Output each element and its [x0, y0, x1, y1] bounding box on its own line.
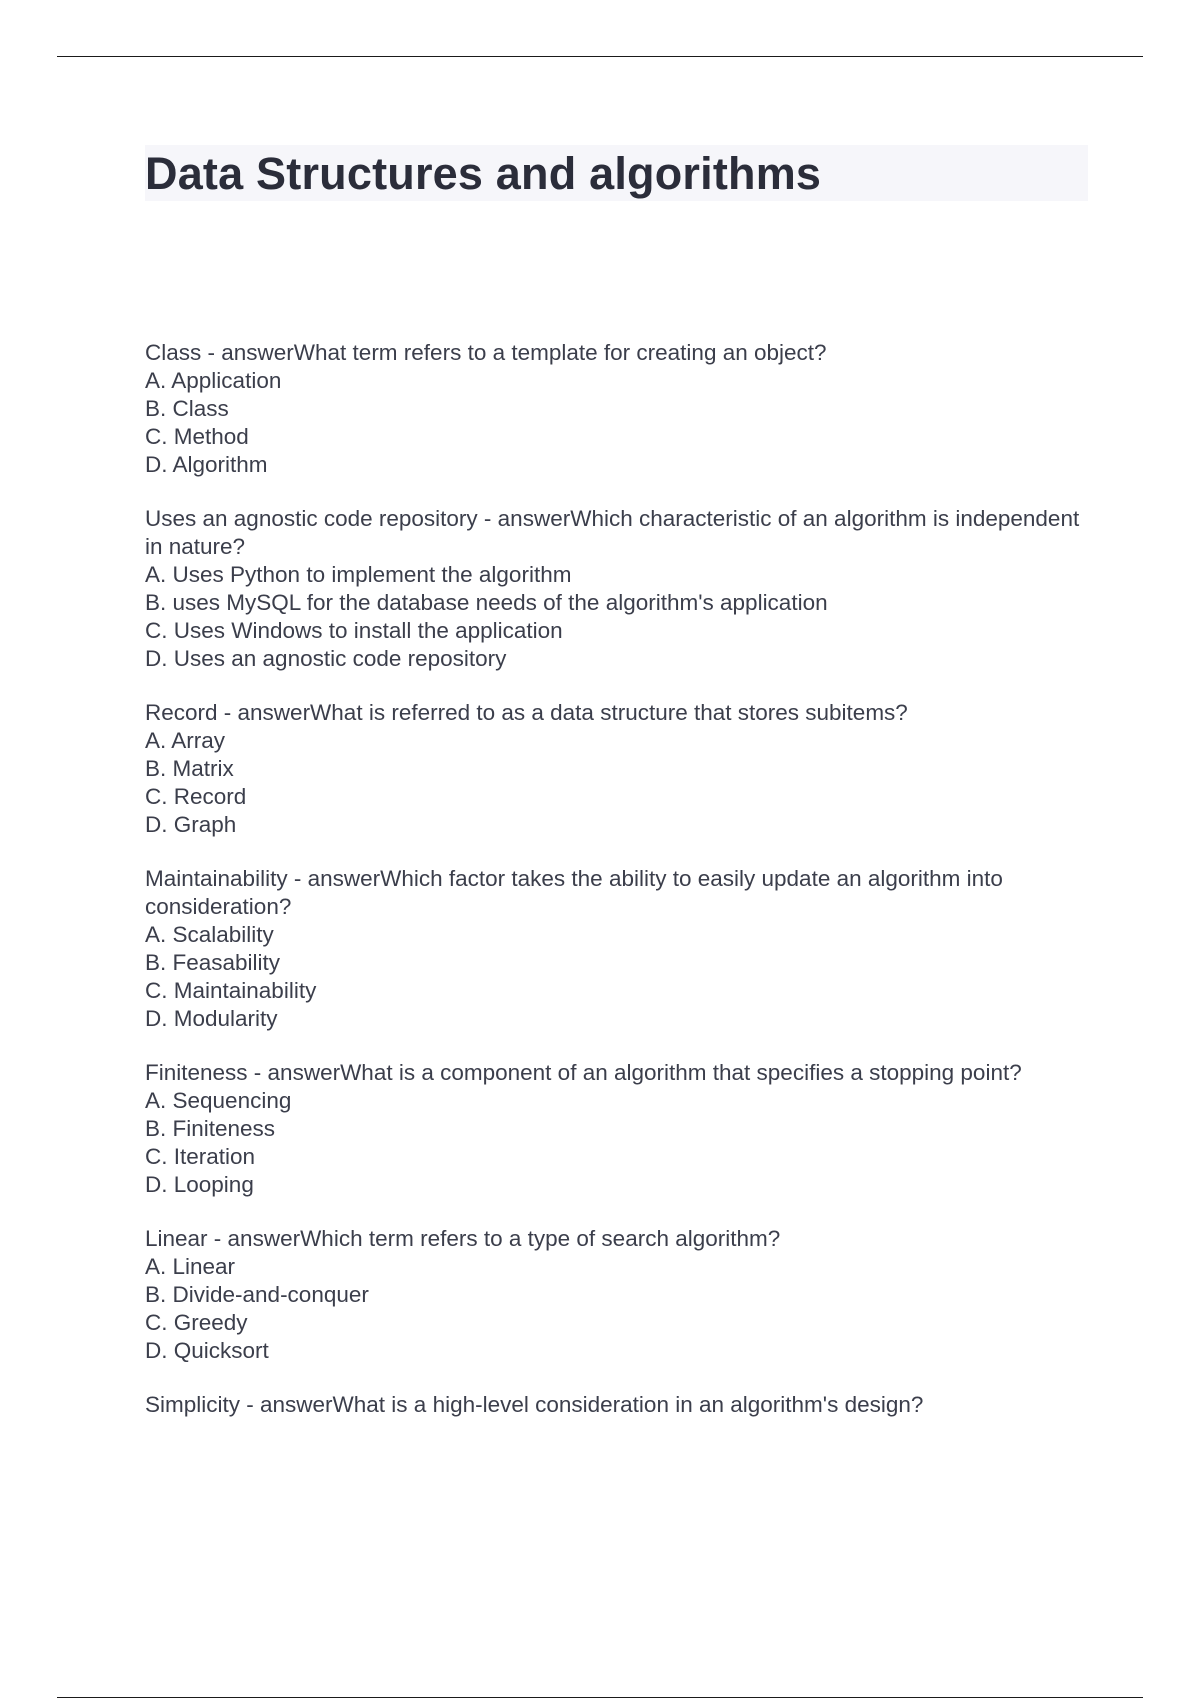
answer-option: B. uses MySQL for the database needs of the algorithm's application — [145, 590, 828, 615]
page-title: Data Structures and algorithms — [145, 148, 822, 199]
answer-option: B. Matrix — [145, 756, 234, 781]
question-text: Linear - answerWhich term refers to a type of search algorithm? — [145, 1226, 781, 1251]
question-block — [145, 1391, 1095, 1419]
question-block — [145, 1225, 1095, 1365]
question-block — [145, 1059, 1095, 1199]
answer-option: A. Uses Python to implement the algorithm — [145, 562, 572, 587]
question-text: Finiteness - answerWhat is a component of an algorithm that specifies a stopping point? — [145, 1060, 1022, 1085]
answer-option: B. Class — [145, 396, 229, 421]
answer-option: C. Greedy — [145, 1310, 248, 1335]
answer-option: D. Graph — [145, 812, 237, 837]
answer-option: A. Scalability — [145, 922, 274, 947]
question-list — [145, 339, 1095, 1445]
answer-option: C. Maintainability — [145, 978, 317, 1003]
answer-option: D. Algorithm — [145, 452, 268, 477]
answer-option: A. Array — [145, 728, 226, 753]
answer-option: D. Modularity — [145, 1006, 278, 1031]
answer-option: D. Looping — [145, 1172, 254, 1197]
question-text: Uses an agnostic code repository - answerWhich characteristic of an algorithm is independent in nature? — [145, 506, 1086, 559]
answer-option: C. Iteration — [145, 1144, 256, 1169]
answer-option: B. Finiteness — [145, 1116, 276, 1141]
answer-option: D. Quicksort — [145, 1338, 269, 1363]
question-text: Class - answerWhat term refers to a template for creating an object? — [145, 340, 827, 365]
answer-option: A. Sequencing — [145, 1088, 292, 1113]
bottom-rule — [57, 1697, 1143, 1698]
answer-option: B. Feasability — [145, 950, 281, 975]
answer-option: D. Uses an agnostic code repository — [145, 646, 507, 671]
question-text: Record - answerWhat is referred to as a data structure that stores subitems? — [145, 700, 908, 725]
answer-option: C. Uses Windows to install the application — [145, 618, 563, 643]
question-block — [145, 505, 1095, 673]
answer-option: C. Record — [145, 784, 247, 809]
question-text: Simplicity - answerWhat is a high-level consideration in an algorithm's design? — [145, 1392, 924, 1417]
question-block — [145, 699, 1095, 839]
question-block — [145, 865, 1095, 1033]
answer-option: A. Application — [145, 368, 282, 393]
question-block — [145, 339, 1095, 479]
answer-option: B. Divide-and-conquer — [145, 1282, 369, 1307]
answer-option: C. Method — [145, 424, 249, 449]
top-rule — [57, 56, 1143, 57]
answer-option: A. Linear — [145, 1254, 236, 1279]
question-text: Maintainability - answerWhich factor takes the ability to easily update an algorithm into consideration? — [145, 866, 1010, 919]
